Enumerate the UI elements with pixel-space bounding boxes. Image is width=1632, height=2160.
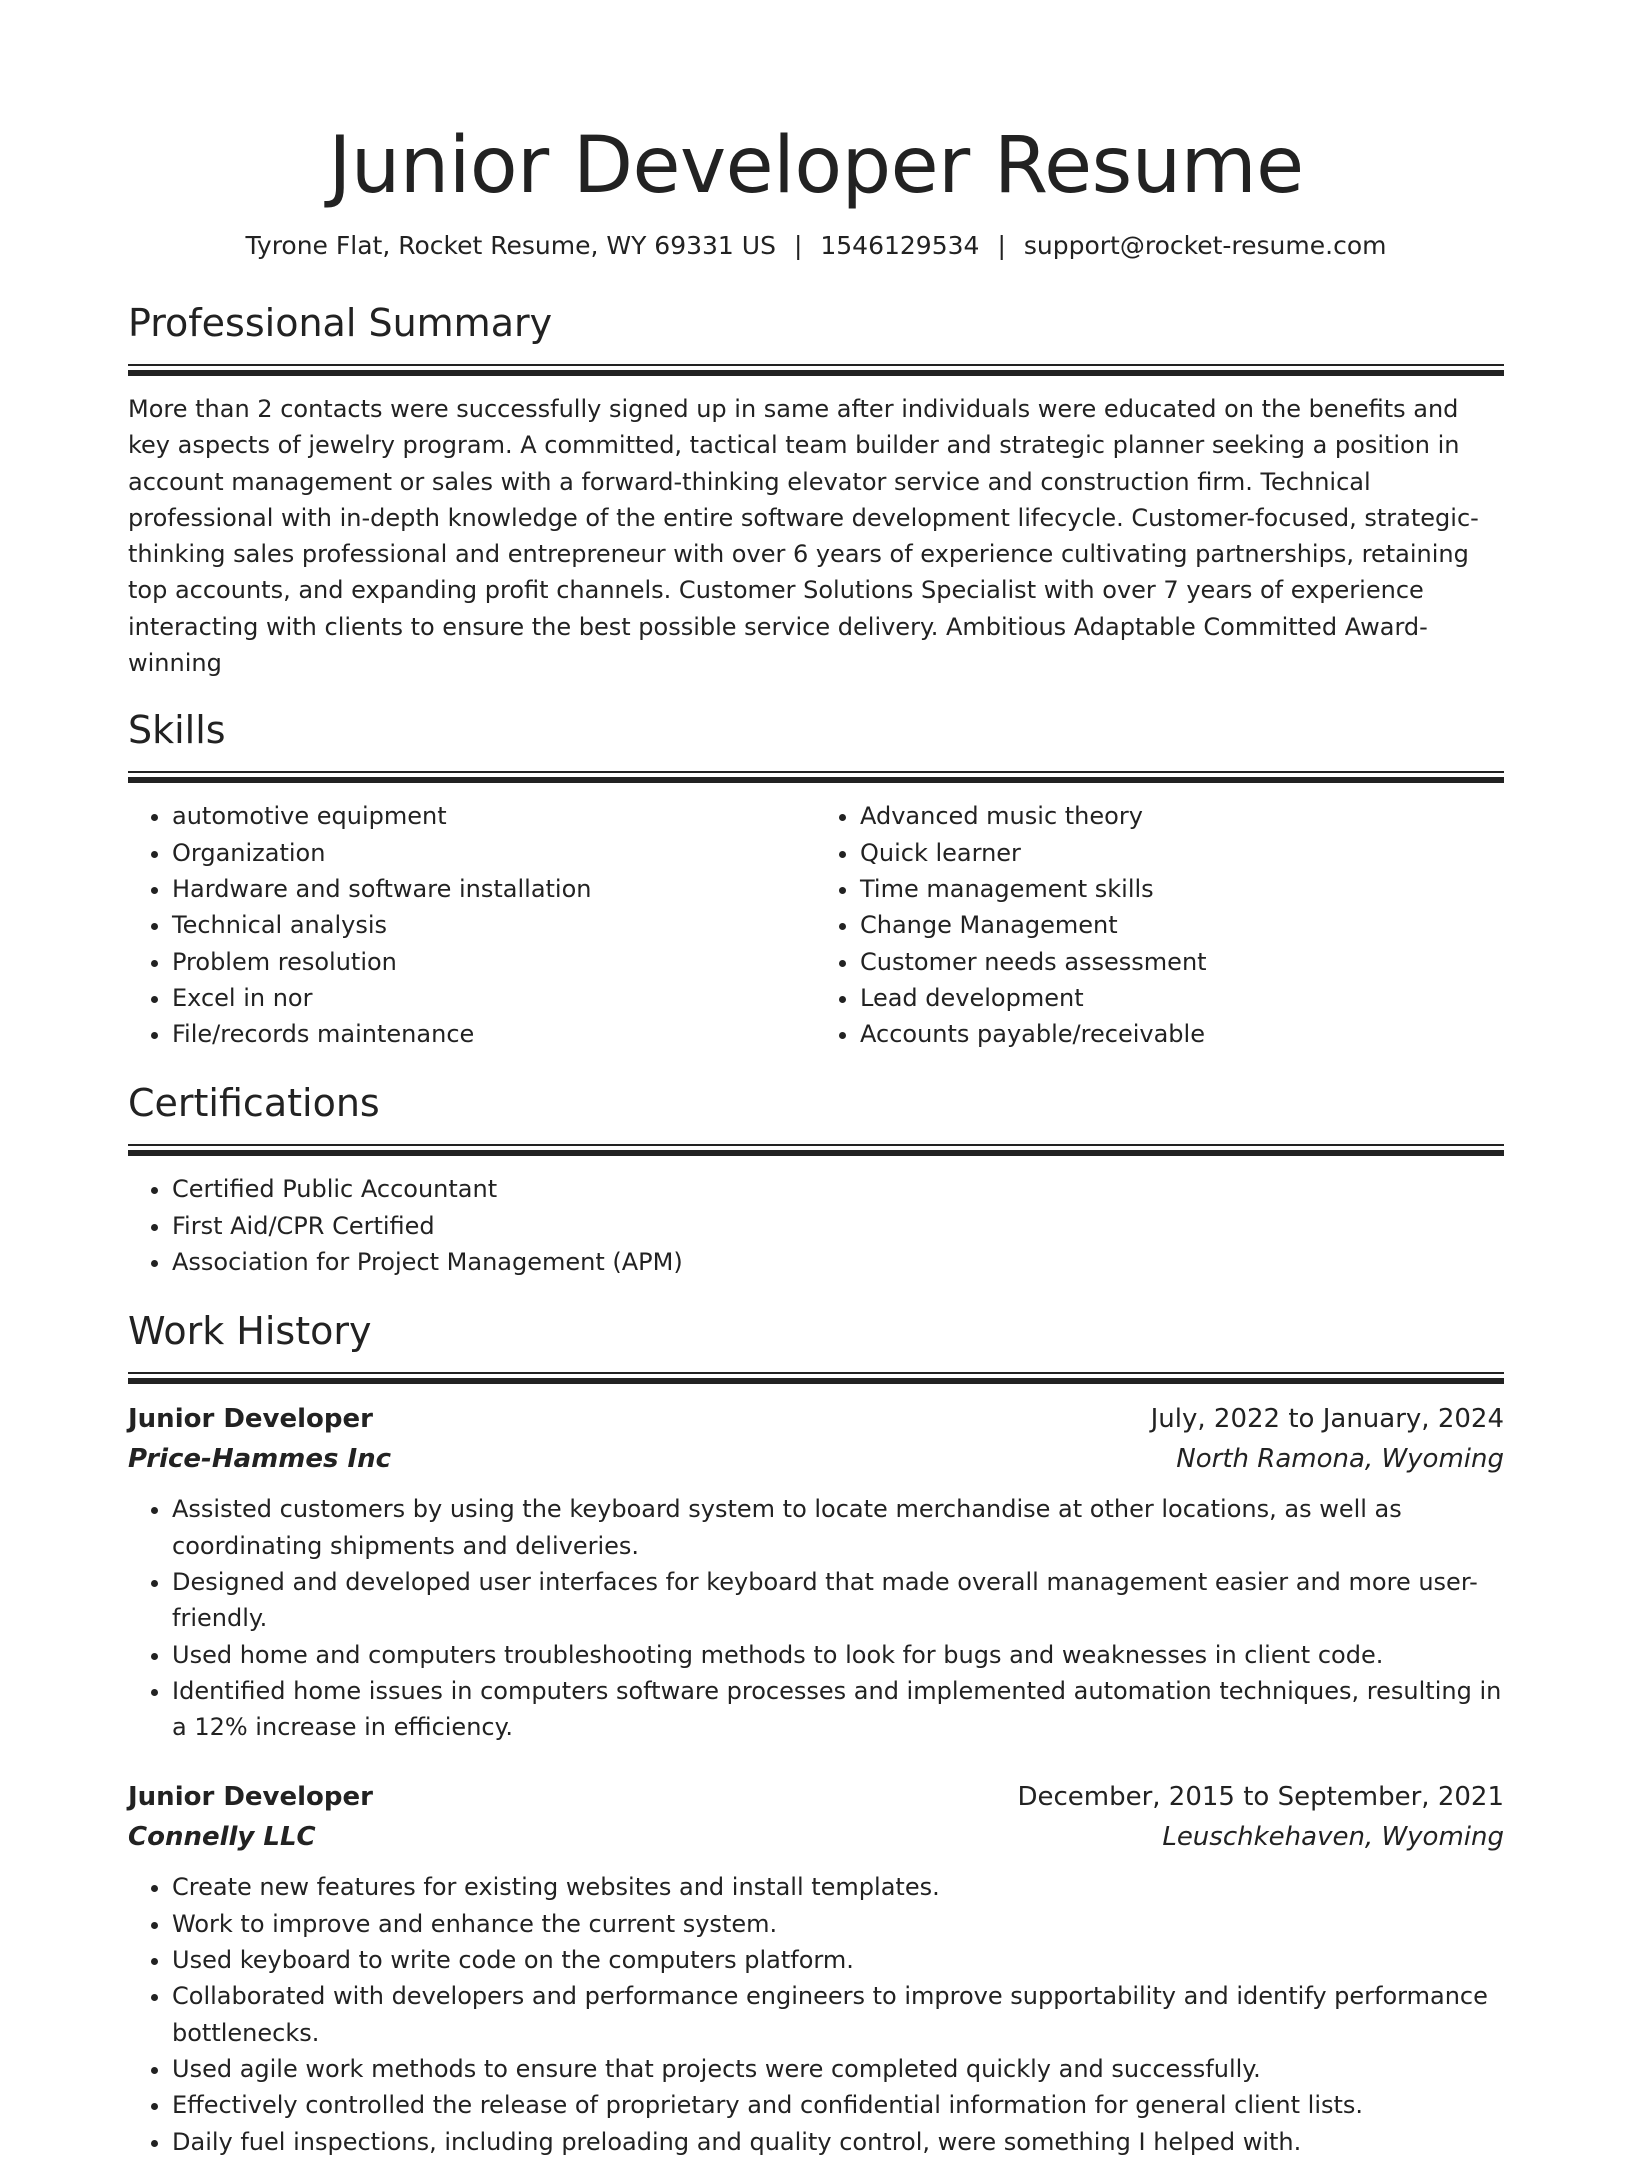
job-bullet: • Create new features for existing websites and install templates. bbox=[172, 1869, 1504, 1905]
skills-section bbox=[128, 705, 1504, 1052]
job-bullets bbox=[128, 1491, 1504, 1745]
skill-item: • Time management skills bbox=[860, 871, 1504, 907]
section-heading-skills: Skills bbox=[128, 708, 226, 753]
certifications-section bbox=[128, 1078, 1504, 1280]
section-divider bbox=[128, 364, 1504, 375]
job-subheader bbox=[128, 1817, 1504, 1857]
job-entry bbox=[128, 1399, 1504, 1745]
skills-list-left bbox=[128, 798, 816, 1052]
skill-item: • Advanced music theory bbox=[860, 798, 1504, 834]
contact-line bbox=[128, 228, 1504, 264]
contact-separator: | bbox=[793, 231, 803, 260]
skill-item: • Customer needs assessment bbox=[860, 944, 1504, 980]
section-heading-work-history: Work History bbox=[128, 1309, 372, 1354]
work-history-section bbox=[128, 1306, 1504, 2159]
job-bullet: • Used home and computers troubleshooting methods to look for bugs and weaknesses in client code. bbox=[172, 1637, 1504, 1673]
job-bullets bbox=[128, 1869, 1504, 2159]
job-header bbox=[128, 1777, 1504, 1817]
contact-email: support@rocket-resume.com bbox=[1023, 231, 1387, 260]
job-bullet: • Assisted customers by using the keyboard system to locate merchandise at other locations, as well as coordinating shipments and deliveries. bbox=[172, 1491, 1504, 1564]
skill-item: • Lead development bbox=[860, 980, 1504, 1016]
job-bullet: • Identified home issues in computers software processes and implemented automation techniques, resulting in a 12% increase in efficiency. bbox=[172, 1673, 1504, 1746]
job-subheader bbox=[128, 1439, 1504, 1479]
job-company: Price-Hammes Inc bbox=[128, 1444, 392, 1475]
certification-item: • First Aid/CPR Certified bbox=[172, 1208, 1504, 1244]
section-heading-summary: Professional Summary bbox=[128, 301, 553, 345]
skill-item: • Accounts payable/receivable bbox=[860, 1016, 1504, 1052]
skill-item: • automotive equipment bbox=[172, 798, 816, 834]
job-entry bbox=[128, 1777, 1504, 2159]
certification-item: • Association for Project Management (APM) bbox=[172, 1244, 1504, 1280]
skill-item: • Quick learner bbox=[860, 835, 1504, 871]
job-title: Junior Developer bbox=[128, 1782, 373, 1813]
contact-address: Tyrone Flat, Rocket Resume, WY 69331 US bbox=[245, 231, 776, 260]
skill-item: • Excel in nor bbox=[172, 980, 816, 1016]
skill-item: • Problem resolution bbox=[172, 944, 816, 980]
job-company: Connelly LLC bbox=[128, 1822, 316, 1853]
section-divider bbox=[128, 771, 1504, 782]
job-bullet: • Used agile work methods to ensure that projects were completed quickly and successfully. bbox=[172, 2051, 1504, 2087]
contact-separator: | bbox=[997, 231, 1006, 260]
skill-item: • Technical analysis bbox=[172, 907, 816, 943]
job-dates: July, 2022 to January, 2024 bbox=[1150, 1404, 1504, 1435]
job-location: Leuschkehaven, Wyoming bbox=[1162, 1822, 1504, 1853]
section-divider bbox=[128, 1372, 1504, 1383]
skill-item: • File/records maintenance bbox=[172, 1016, 816, 1052]
certifications-list bbox=[128, 1171, 1504, 1280]
skill-item: • Hardware and software installation bbox=[172, 871, 816, 907]
resume-title: Junior Developer Resume bbox=[328, 121, 1304, 211]
job-title: Junior Developer bbox=[128, 1404, 373, 1435]
job-header bbox=[128, 1399, 1504, 1439]
summary-section bbox=[128, 298, 1504, 681]
skill-item: • Change Management bbox=[860, 907, 1504, 943]
job-bullet: • Work to improve and enhance the current system. bbox=[172, 1906, 1504, 1942]
job-dates: December, 2015 to September, 2021 bbox=[1017, 1782, 1504, 1813]
job-bullet: • Designed and developed user interfaces for keyboard that made overall management easier and more user-friendly. bbox=[172, 1564, 1504, 1637]
skill-item: • Organization bbox=[172, 835, 816, 871]
certification-item: • Certified Public Accountant bbox=[172, 1171, 1504, 1207]
section-divider bbox=[128, 1144, 1504, 1155]
job-bullet: • Collaborated with developers and performance engineers to improve supportability and identify performance bottlenecks. bbox=[172, 1978, 1504, 2051]
job-bullet: • Used keyboard to write code on the computers platform. bbox=[172, 1942, 1504, 1978]
skills-list-right bbox=[816, 798, 1504, 1052]
contact-phone: 1546129534 bbox=[820, 231, 980, 260]
skills-grid bbox=[128, 798, 1504, 1052]
job-bullet: • Daily fuel inspections, including preloading and quality control, were something I helped with. bbox=[172, 2124, 1504, 2160]
resume-page bbox=[128, 0, 1504, 2160]
section-heading-certifications: Certifications bbox=[128, 1081, 380, 1126]
job-location: North Ramona, Wyoming bbox=[1176, 1444, 1504, 1475]
summary-text: More than 2 contacts were successfully signed up in same after individuals were educated on the benefits and key aspects of jewelry program. A committed, tactical team builder and strategic planner seeking a position in account management or sales with a forward-thinking elevator service and construction firm. Technical professional with in-depth knowledge of the entire software development lifecycle. Customer-focused, strategic-thinking sales professional and entrepreneur with over 6 years of experience cultivating partnerships, retaining top accounts, and expanding profit channels. Customer Solutions Specialist with over 7 years of experience interacting with clients to ensure the best possible service delivery. Ambitious Adaptable Committed Award-winning bbox=[128, 395, 1479, 678]
job-bullet: • Effectively controlled the release of proprietary and confidential information for general client lists. bbox=[172, 2087, 1504, 2123]
